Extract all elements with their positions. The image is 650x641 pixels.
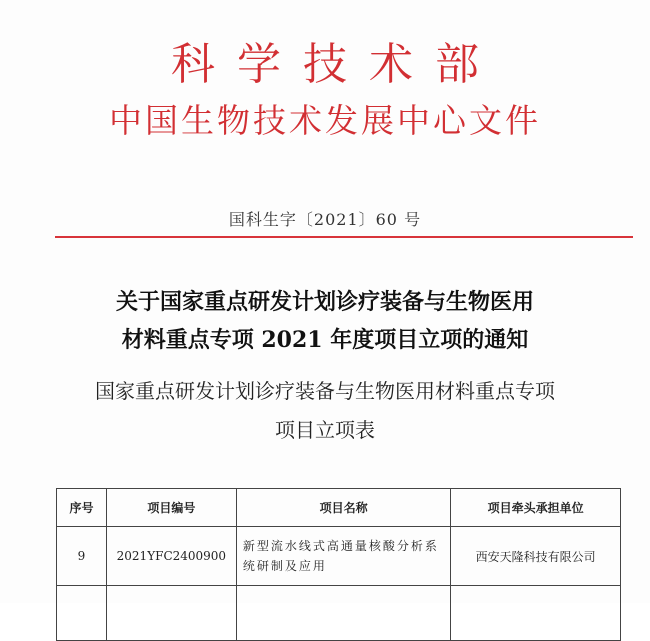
table-row [57,527,621,586]
table-caption-line-1: 国家重点研发计划诊疗装备与生物医用材料重点专项 [95,379,555,403]
table-header-row [57,489,621,527]
notice-title-line-1: 关于国家重点研发计划诊疗装备与生物医用 [115,289,534,315]
document-number: 国科生字〔2021〕60 号 [228,210,422,229]
column-header-code: 项目编号 [106,489,236,527]
red-divider-line [55,236,633,238]
project-table [56,488,621,641]
column-header-seq: 序号 [57,489,107,527]
column-header-unit: 项目牵头承担单位 [451,489,621,527]
cell-seq: 9 [57,527,107,586]
issuing-center-name: 中国生物技术发展中心文件 [109,101,541,140]
table-caption-line-2: 项目立项表 [275,418,375,442]
notice-title [0,283,650,359]
cell-project-name: 新型流水线式高通量核酸分析系统研制及应用 [236,527,451,586]
cell-code: 2021YFC2400900 [106,527,236,586]
issuing-org-name: 科学技术部 [171,39,501,90]
cell-lead-unit: 西安天隆科技有限公司 [451,527,621,586]
notice-title-line-2: 材料重点专项 2021 年度项目立项的通知 [121,327,529,353]
table-row-continuation [57,586,621,641]
column-header-name: 项目名称 [236,489,451,527]
table-caption [0,372,650,450]
